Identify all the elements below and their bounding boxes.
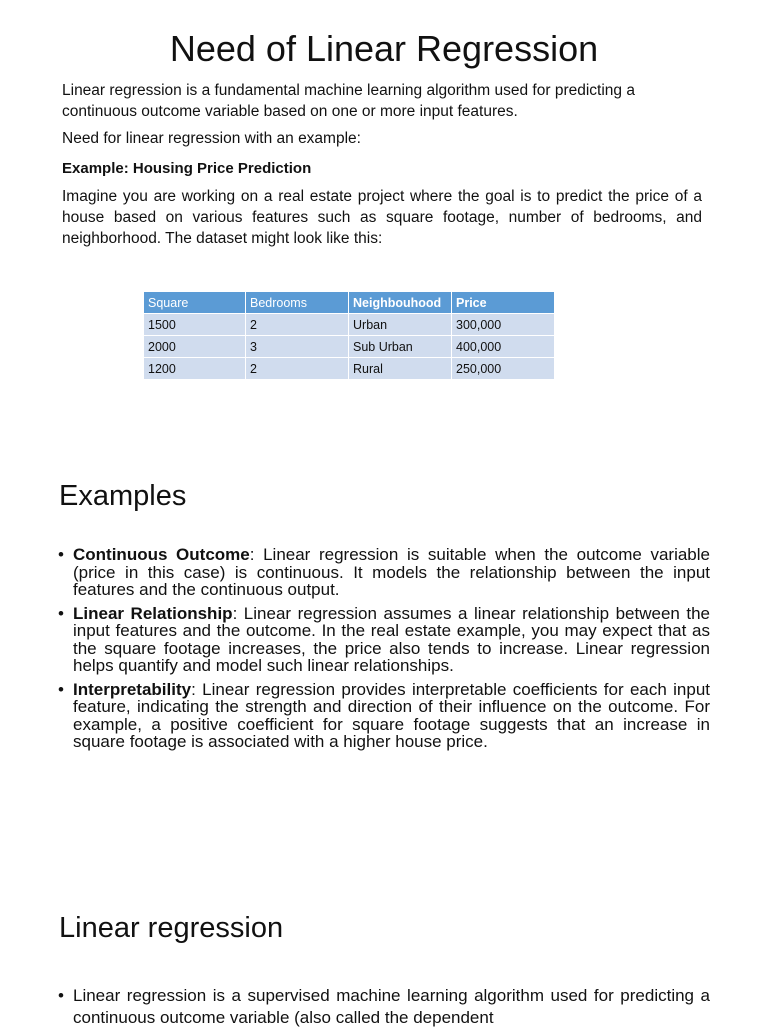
column-header-bedrooms: Bedrooms [246, 292, 349, 314]
table-row [144, 336, 555, 358]
bullet-icon: • [58, 986, 64, 1005]
slide-need-of-linear-regression [0, 0, 768, 430]
bullet-text: Linear regression is a supervised machine learning algorithm used for predicting a continuous outcome variable (also called the dependent [73, 986, 710, 1027]
need-line: Need for linear regression with an example: [62, 130, 361, 147]
bullet-icon: • [58, 679, 64, 699]
examples-heading: Examples [59, 480, 187, 512]
table-cell: 1200 [144, 358, 246, 380]
bullet-term: Continuous Outcome [73, 545, 250, 564]
linear-regression-bullet-list [58, 985, 710, 1035]
table-cell: 250,000 [452, 358, 555, 380]
table-row [144, 358, 555, 380]
list-item [58, 605, 710, 675]
table-cell: Urban [349, 314, 452, 336]
table-cell: 2 [246, 314, 349, 336]
table-cell: Rural [349, 358, 452, 380]
bullet-text: : Linear regression is suitable when the outcome variable (price in this case) is continuous. It models the relationship between the input features and the continuous output. [73, 545, 710, 599]
table-cell: Sub Urban [349, 336, 452, 358]
table-cell: 300,000 [452, 314, 555, 336]
column-header-neighbourhood: Neighbouhood [349, 292, 452, 314]
housing-data-table [143, 291, 555, 380]
slide-title: Need of Linear Regression [169, 28, 599, 69]
slide-examples [0, 440, 768, 860]
list-item [58, 985, 710, 1029]
table-cell: 3 [246, 336, 349, 358]
bullet-term: Linear Relationship [73, 603, 233, 623]
example-paragraph: Imagine you are working on a real estate project where the goal is to predict the price of a house based on various features such as square footage, number of bedrooms, and neighborhood. The dataset might look like this: [62, 188, 702, 247]
table-cell: 2 [246, 358, 349, 380]
list-item [58, 681, 710, 751]
table-row [144, 314, 555, 336]
intro-paragraph: Linear regression is a fundamental machine learning algorithm used for predicting a continuous outcome variable based on one or more input features. [62, 82, 635, 120]
table-cell: 400,000 [452, 336, 555, 358]
table-cell: 1500 [144, 314, 246, 336]
bullet-icon: • [58, 603, 64, 623]
linear-regression-heading: Linear regression [59, 912, 284, 944]
column-header-price: Price [452, 292, 555, 314]
bullet-text: : Linear regression assumes a linear relationship between the input features and the outcome. In the real estate example, you may expect that as the square footage increases, the price also tends to increase. Linear regression helps quantify and model such linear relationships. [73, 603, 711, 675]
table-cell: 2000 [144, 336, 246, 358]
bullet-term: Interpretability [73, 679, 192, 699]
examples-bullet-list [58, 546, 710, 757]
bullet-icon: • [58, 545, 64, 564]
slide-linear-regression [0, 870, 768, 1027]
example-heading: Example: Housing Price Prediction [62, 160, 312, 177]
bullet-text: : Linear regression provides interpretable coefficients for each input feature, indicating the strength and direction of their influence on the outcome. For example, a positive coefficient for square footage suggests that an increase in square footage is associated with a higher house price. [73, 679, 710, 751]
column-header-square: Square [144, 292, 246, 314]
list-item [58, 546, 710, 599]
table-header-row [144, 292, 555, 314]
